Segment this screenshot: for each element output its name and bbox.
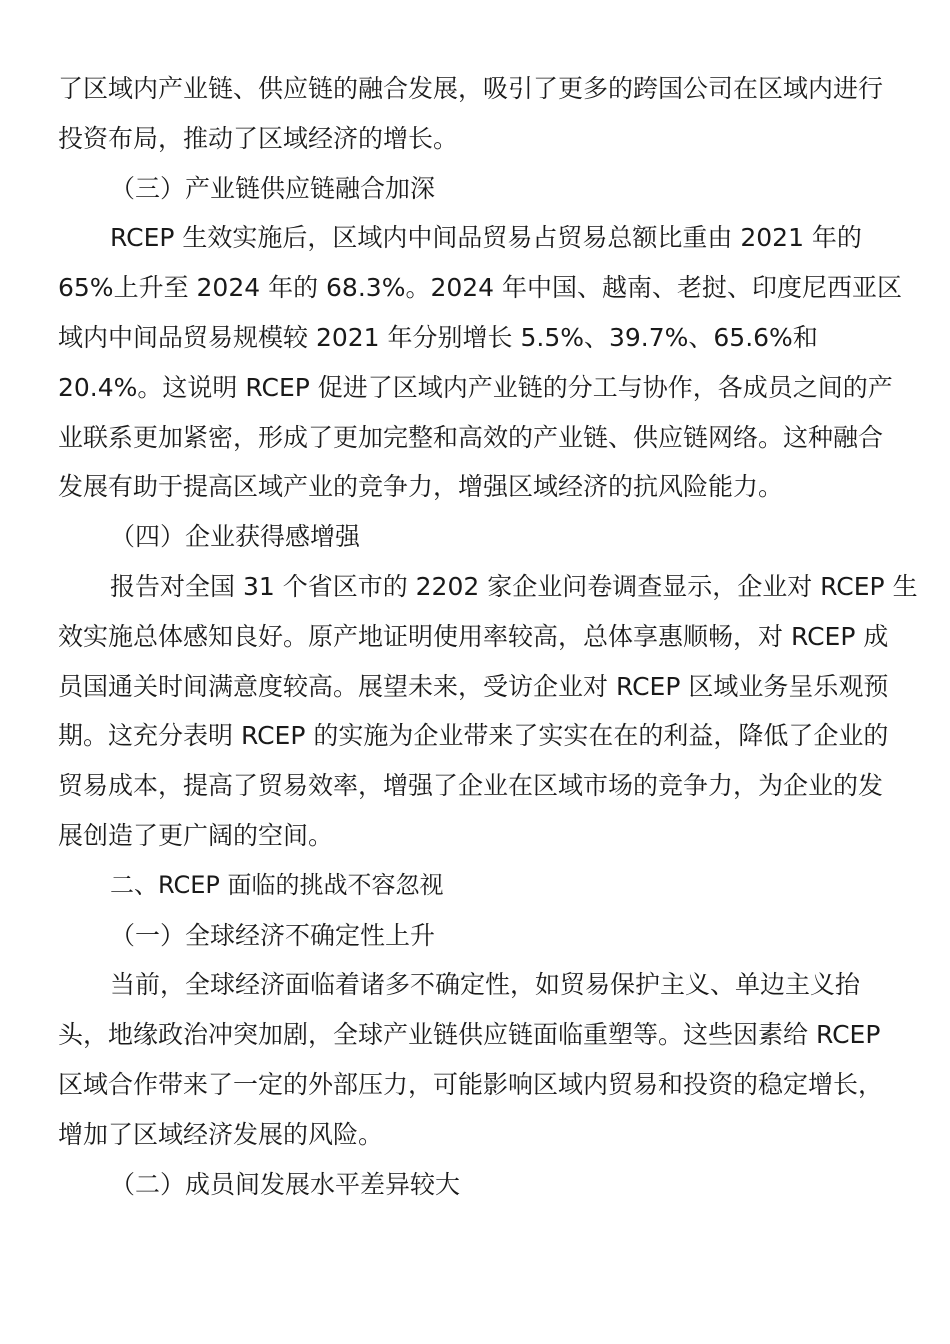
paragraph-line: 期。这充分表明 RCEP 的实施为企业带来了实实在在的利益，降低了企业的 (58, 721, 889, 751)
paragraph-line: 投资布局，推动了区域经济的增长。 (58, 123, 459, 153)
document-body (58, 64, 918, 1209)
paragraph-line: 员国通关时间满意度较高。展望未来，受访企业对 RCEP 区域业务呈乐观预 (58, 671, 889, 701)
paragraph-line: 域内中间品贸易规模较 2021 年分别增长 5.5%、39.7%、65.6%和 (58, 322, 818, 352)
paragraph-line: RCEP 生效实施后，区域内中间品贸易占贸易总额比重由 2021 年的 (110, 223, 862, 253)
paragraph-line: 增加了区域经济发展的风险。 (58, 1119, 384, 1149)
paragraph-line: 区域合作带来了一定的外部压力，可能影响区域内贸易和投资的稳定增长， (58, 1069, 884, 1099)
section-heading-3: （三）产业链供应链融合加深 (110, 173, 436, 203)
paragraph-line: 20.4%。这说明 RCEP 促进了区域内产业链的分工与协作，各成员之间的产 (58, 372, 893, 402)
paragraph-line: 头，地缘政治冲突加剧，全球产业链供应链面临重塑等。这些因素给 RCEP (58, 1020, 881, 1050)
paragraph-line: 发展有助于提高区域产业的竞争力，增强区域经济的抗风险能力。 (58, 472, 784, 502)
paragraph-line: 当前，全球经济面临着诸多不确定性，如贸易保护主义、单边主义抬 (110, 970, 861, 1000)
paragraph-line: 了区域内产业链、供应链的融合发展，吸引了更多的跨国公司在区域内进行 (58, 74, 884, 103)
paragraph-line: 展创造了更广阔的空间。 (58, 820, 334, 850)
paragraph-line: 效实施总体感知良好。原产地证明使用率较高，总体享惠顺畅，对 RCEP 成 (58, 621, 889, 651)
paragraph-line: 贸易成本，提高了贸易效率，增强了企业在区域市场的竞争力，为企业的发 (58, 771, 884, 801)
section-heading-4: （四）企业获得感增强 (110, 522, 361, 552)
paragraph-line: 业联系更加紧密，形成了更加完整和高效的产业链、供应链网络。这种融合 (58, 422, 884, 452)
section-heading-1: （一）全球经济不确定性上升 (110, 920, 436, 950)
chapter-heading-2: 二、RCEP 面临的挑战不容忽视 (110, 870, 444, 899)
section-heading-2: （二）成员间发展水平差异较大 (110, 1169, 461, 1199)
paragraph-line: 65%上升至 2024 年的 68.3%。2024 年中国、越南、老挝、印度尼西亚区 (58, 273, 903, 303)
paragraph-line: 报告对全国 31 个省区市的 2202 家企业问卷调查显示，企业对 RCEP 生 (110, 571, 918, 601)
